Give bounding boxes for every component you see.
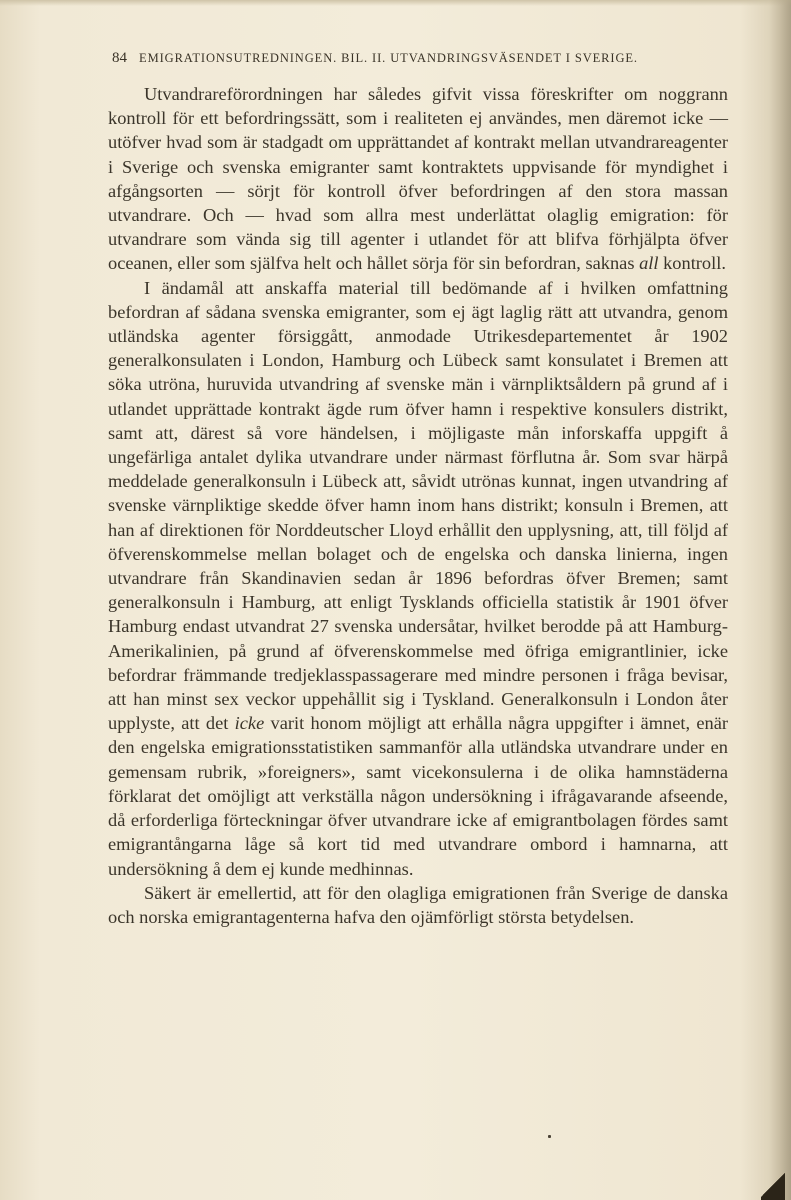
page-corner xyxy=(761,1170,785,1200)
running-title: EMIGRATIONSUTREDNINGEN. BIL. II. UTVANDRINGSVÄSENDET I SVERIGE. xyxy=(139,51,638,65)
binding-shadow xyxy=(769,0,791,1200)
top-edge-shadow xyxy=(0,0,791,6)
paragraph-1: Utvandrareförordningen har således gifvit vissa föreskrifter om noggrann kontroll för ett befordringssätt, som i realiteten ej användes, men däremot icke — utöfver hvad som är stadgadt om upprättandet af kontrakt mellan utvandrareagenter i Sverige och svenska emigranter samt kontraktets uppvisande för myndighet i afgångsorten — sörjt för kontroll öfver befordringen af den stora massan utvandrare. Och — hvad som allra mest underlättat olaglig emigration: för utvandrare som vända sig till agenter i utlandet för att blifva förhjälpta öfver oceanen, eller som själfva helt och hållet sörja för sin befordran, saknas all kontroll. xyxy=(108,84,728,274)
paragraph-2: I ändamål att anskaffa material till bedömande af i hvilken omfattning befordran af sådana svenska emigranter, som ej ägt laglig rätt att utvandra, genom utländska agenter försiggått, anmodade Utrikesdepartementet år 1902 generalkonsulaten i London, Hamburg och Lübeck samt konsulatet i Bremen att söka utröna, huruvida utvandring af svenske män i värnpliktsåldern på grund af i utlandet upprättade kontrakt ägde rum öfver hamn i respektive konsulers distrikt, samt att, därest så vore händelsen, i möjligaste mån inforskaffa uppgift å ungefärliga antalet dylika utvandrare under närmast förflutna år. Som svar härpå meddelade generalkonsuln i Lübeck att, såvidt utrönas kunnat, ingen utvandring af svenske värnpliktige skedde öfver hamn inom hans distrikt; konsuln i Bremen, att han af direktionen för Norddeutscher Lloyd erhållit den upplysning, att, till följd af öfverenskommelse mellan bolaget och de engelska och danska linierna, ingen utvandrare från Skandinavien sedan år 1896 befordras öfver Bremen; samt generalkonsuln i Hamburg, att enligt Tysklands officiella statistik år 1901 öfver Hamburg endast utvandrat 27 svenska undersåtar, hvilket berodde på att Hamburg-Amerikalinien, på grund af öfverenskommelse med öfriga emigrantlinier, icke befordrar främmande tredjeklasspassagerare med mindre personen i fråga bevisar, att han minst sex veckor uppehållit sig i Tyskland. Generalkonsuln i London åter upplyste, att det icke varit honom möjligt att erhålla några uppgifter i ämnet, enär den engelska emigrationsstatistiken sammanför alla utländska utvandrare under en gemensam rubrik, »foreigners», samt vicekonsulerna i de olika hamnstäderna förklarat det omöjligt att verkställa någon undersökning i ifrågavarande afseende, då erforderliga förteckningar öfver utvandrare icke af emigrantbolagen fördes samt emigrantångarna låge så kort tid med utvandrare ombord i hamnarna, att undersökning å dem ej kunde medhinnas. xyxy=(108,277,728,879)
ink-speck xyxy=(548,1135,551,1138)
running-header xyxy=(112,50,726,67)
body-text xyxy=(108,82,728,929)
italic-emphasis: all xyxy=(639,253,659,274)
paragraph-3: Säkert är emellertid, att för den olagliga emigrationen från Sverige de danska och norska emigrantagenterna hafva den ojämförligt största betydelsen. xyxy=(108,882,728,927)
page-number: 84 xyxy=(112,50,127,66)
italic-emphasis: icke xyxy=(234,713,265,734)
